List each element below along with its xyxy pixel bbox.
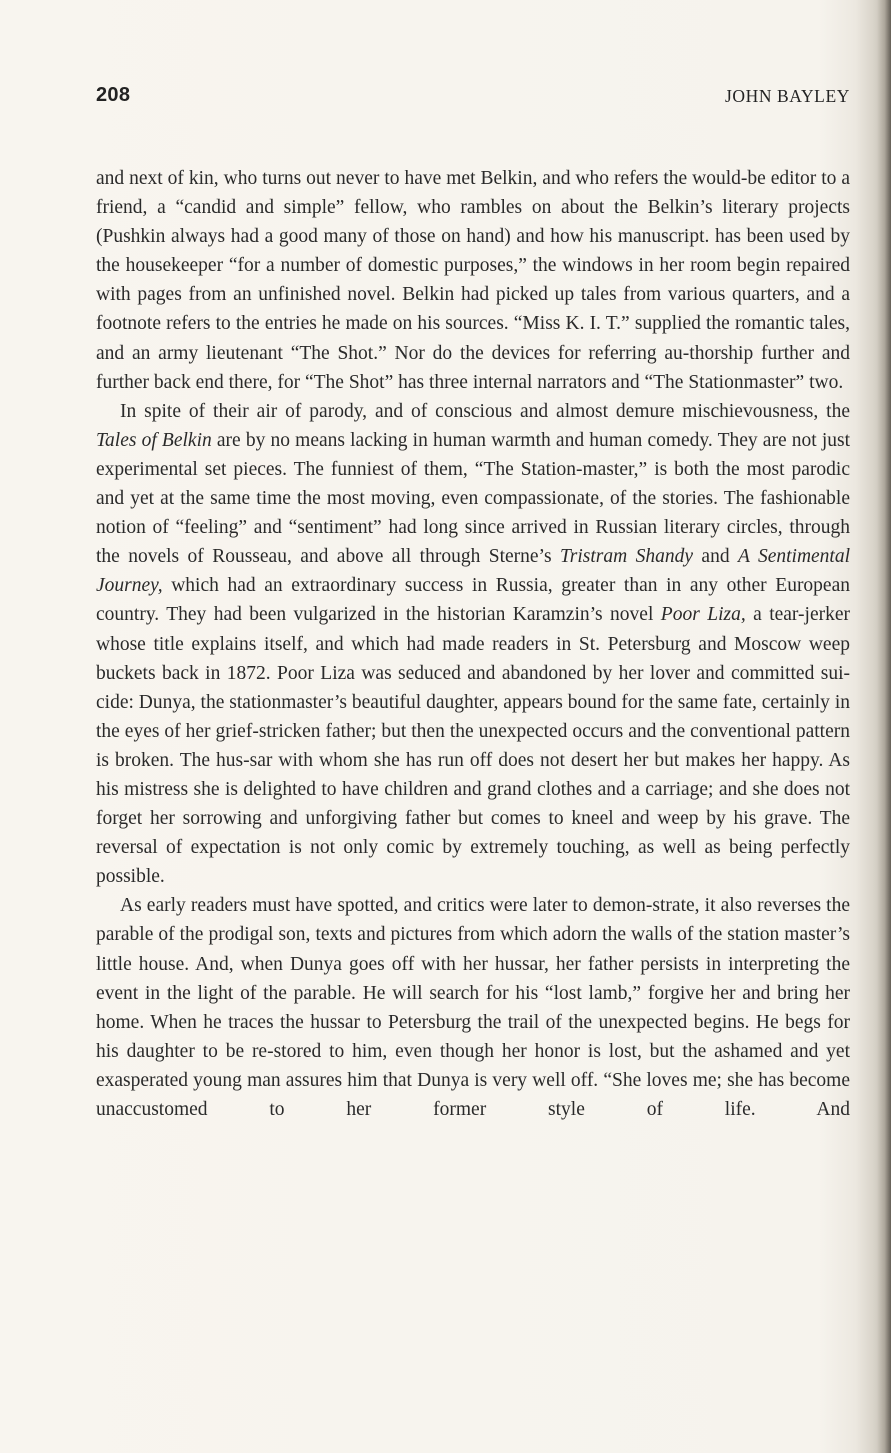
paragraph-1 bbox=[96, 164, 850, 397]
body-text bbox=[96, 164, 850, 1124]
page-number: 208 bbox=[96, 84, 131, 106]
paragraph-3 bbox=[96, 891, 850, 1124]
text-run: and bbox=[693, 546, 738, 568]
text-run: and next of kin, who turns out never to have met Belkin, and who refers the would-be editor to a friend, a “candid and simple” fellow, who rambles on about the Belkin’s literary projects (Pushkin always had a good many of those on hand) and how his manuscript. has been used by the housekeeper “for a number of domestic purposes,” the windows in her room begin repaired with pages from an unfinished novel. Belkin had picked up tales from various quarters, and a footnote refers to the entries he made on his sources. “Miss K. I. T.” supplied the romantic tales, and an army lieutenant “The Shot.” Nor do the devices for referring au-thorship further and further back end there, for “The Shot” has three internal narrators and “The Stationmaster” two. bbox=[96, 168, 850, 393]
italic-title: A Sentimental Journey, bbox=[96, 546, 851, 597]
page-edge-shadow bbox=[877, 0, 891, 1453]
italic-title: Tales of Belkin bbox=[96, 429, 212, 451]
text-run: In spite of their air of parody, and of conscious and almost demure mischievousness, the bbox=[120, 400, 850, 422]
text-run: a tear-jerker whose title explains itself, and which had made readers in St. Petersburg and Moscow weep buckets back in 1872. Poor Liza was seduced and abandoned by her lover and committed sui-cide: Dunya, the stationmaster’s beautiful daughter, appears bound for the same fate, certainly in the eyes of her grief-stricken father; but then the unexpected occurs and the conventional pattern is broken. The hus-sar with whom she has run off does not desert her but makes her happy. As his mistress she is delighted to have children and grand clothes and a carriage; and she does not forget her sorrowing and unforgiving father but comes to kneel and weep by his grave. The reversal of expectation is not only comic by extremely touching, as well as being perfectly possible. bbox=[96, 604, 850, 888]
paragraph-2 bbox=[96, 397, 850, 892]
italic-title: Tristram Shandy bbox=[559, 546, 693, 568]
text-run: are by no means lacking in human warmth and human comedy. They are not just experimental set pieces. The funniest of them, “The Station-master,” is both the most parodic and yet at the same time the most moving, even compassionate, of the stories. The fashionable notion of “feeling” and “sentiment” had long since arrived in Russian literary circles, through the novels of Rousseau, and above all through Sterne’s bbox=[96, 429, 850, 568]
page-header bbox=[96, 84, 850, 114]
text-run: which had an extraordinary success in Russia, greater than in any other European country. They had been vulgarized in the historian Karamzin’s novel bbox=[96, 575, 850, 626]
running-head: JOHN BAYLEY bbox=[724, 86, 850, 106]
italic-title: Poor Liza, bbox=[660, 604, 746, 626]
text-run: As early readers must have spotted, and critics were later to demon-strate, it also reverses the parable of the prodigal son, texts and pictures from which adorn the walls of the station master’s little house. And, when Dunya goes off with her hussar, her father persists in interpreting the event in the light of the parable. He will search for his “lost lamb,” forgive her and bring her home. When he traces the hussar to Petersburg the trail of the unexpected begins. He begs for his daughter to be re-stored to him, even though her honor is lost, but the ashamed and yet exasperated young man assures him that Dunya is very well off. “She loves me; she has become unaccustomed to her former style of life. And bbox=[96, 895, 850, 1120]
